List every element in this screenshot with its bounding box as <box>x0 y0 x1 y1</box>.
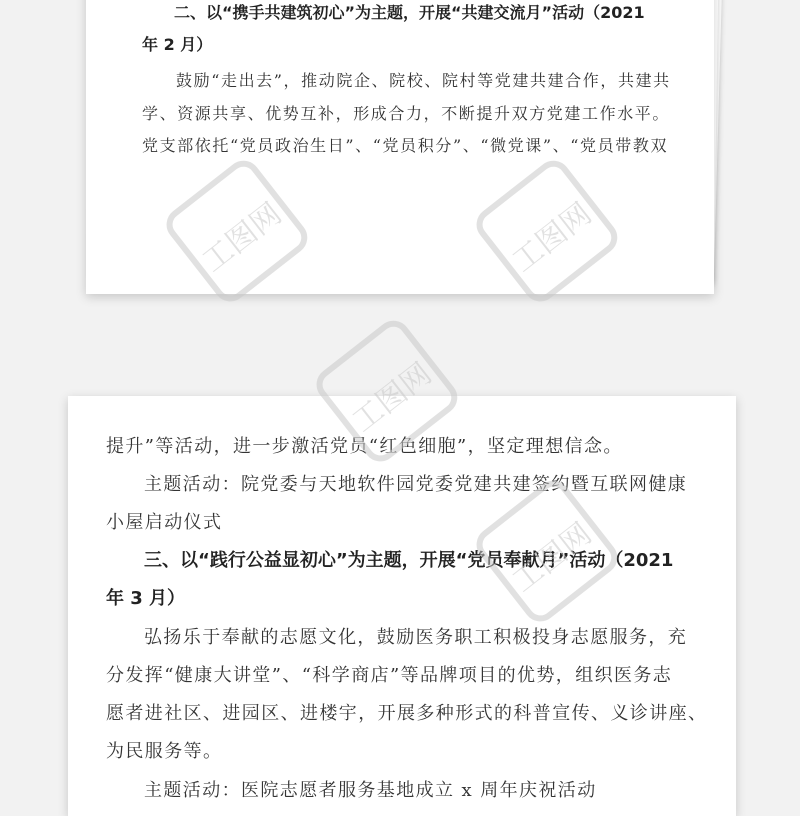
paragraph-line: 弘扬乐于奉献的志愿文化，鼓励医务职工积极投身志愿服务，充 <box>144 627 688 648</box>
theme-activity-line: 小屋启动仪式 <box>106 512 223 533</box>
theme-activity-line: 主题活动：医院志愿者服务基地成立 x 周年庆祝活动 <box>144 780 597 801</box>
paragraph-line: 愿者进社区、进园区、进楼宇，开展多种形式的科普宣传、义诊讲座、 <box>106 703 708 724</box>
paragraph-line: 分发挥“健康大讲堂”、“科学商店”等品牌项目的优势，组织医务志 <box>106 665 673 686</box>
watermark-text: 工图网 <box>505 196 599 280</box>
paragraph-line: 鼓励“走出去”，推动院企、院校、院村等党建共建合作，共建共 <box>176 71 671 90</box>
section-heading-3-line1: 三、以“践行公益显初心”为主题，开展“党员奉献月”活动（2021 <box>144 550 674 571</box>
theme-activity-line: 主题活动：院党委与天地软件园党委党建共建签约暨互联网健康 <box>144 474 688 495</box>
watermark-text: 工图网 <box>345 356 439 440</box>
document-page-top <box>86 0 714 294</box>
paragraph-line: 为民服务等。 <box>106 741 223 762</box>
paragraph-line: 提升”等活动，进一步激活党员“红色细胞”，坚定理想信念。 <box>106 436 623 457</box>
section-heading-3-line2: 年 3 月） <box>106 588 186 609</box>
section-heading-2-line1: 二、以“携手共建筑初心”为主题，开展“共建交流月”活动（2021 <box>174 3 645 22</box>
watermark-text: 工图网 <box>505 516 599 600</box>
paragraph-line: 学、资源共享、优势互补，形成合力，不断提升双方党建工作水平。 <box>142 104 671 123</box>
document-page-bottom <box>68 396 736 816</box>
paragraph-line: 党支部依托“党员政治生日”、“党员积分”、“微党课”、“党员带教双 <box>142 136 669 155</box>
watermark-text: 工图网 <box>195 196 289 280</box>
section-heading-2-line2: 年 2 月） <box>142 35 213 54</box>
